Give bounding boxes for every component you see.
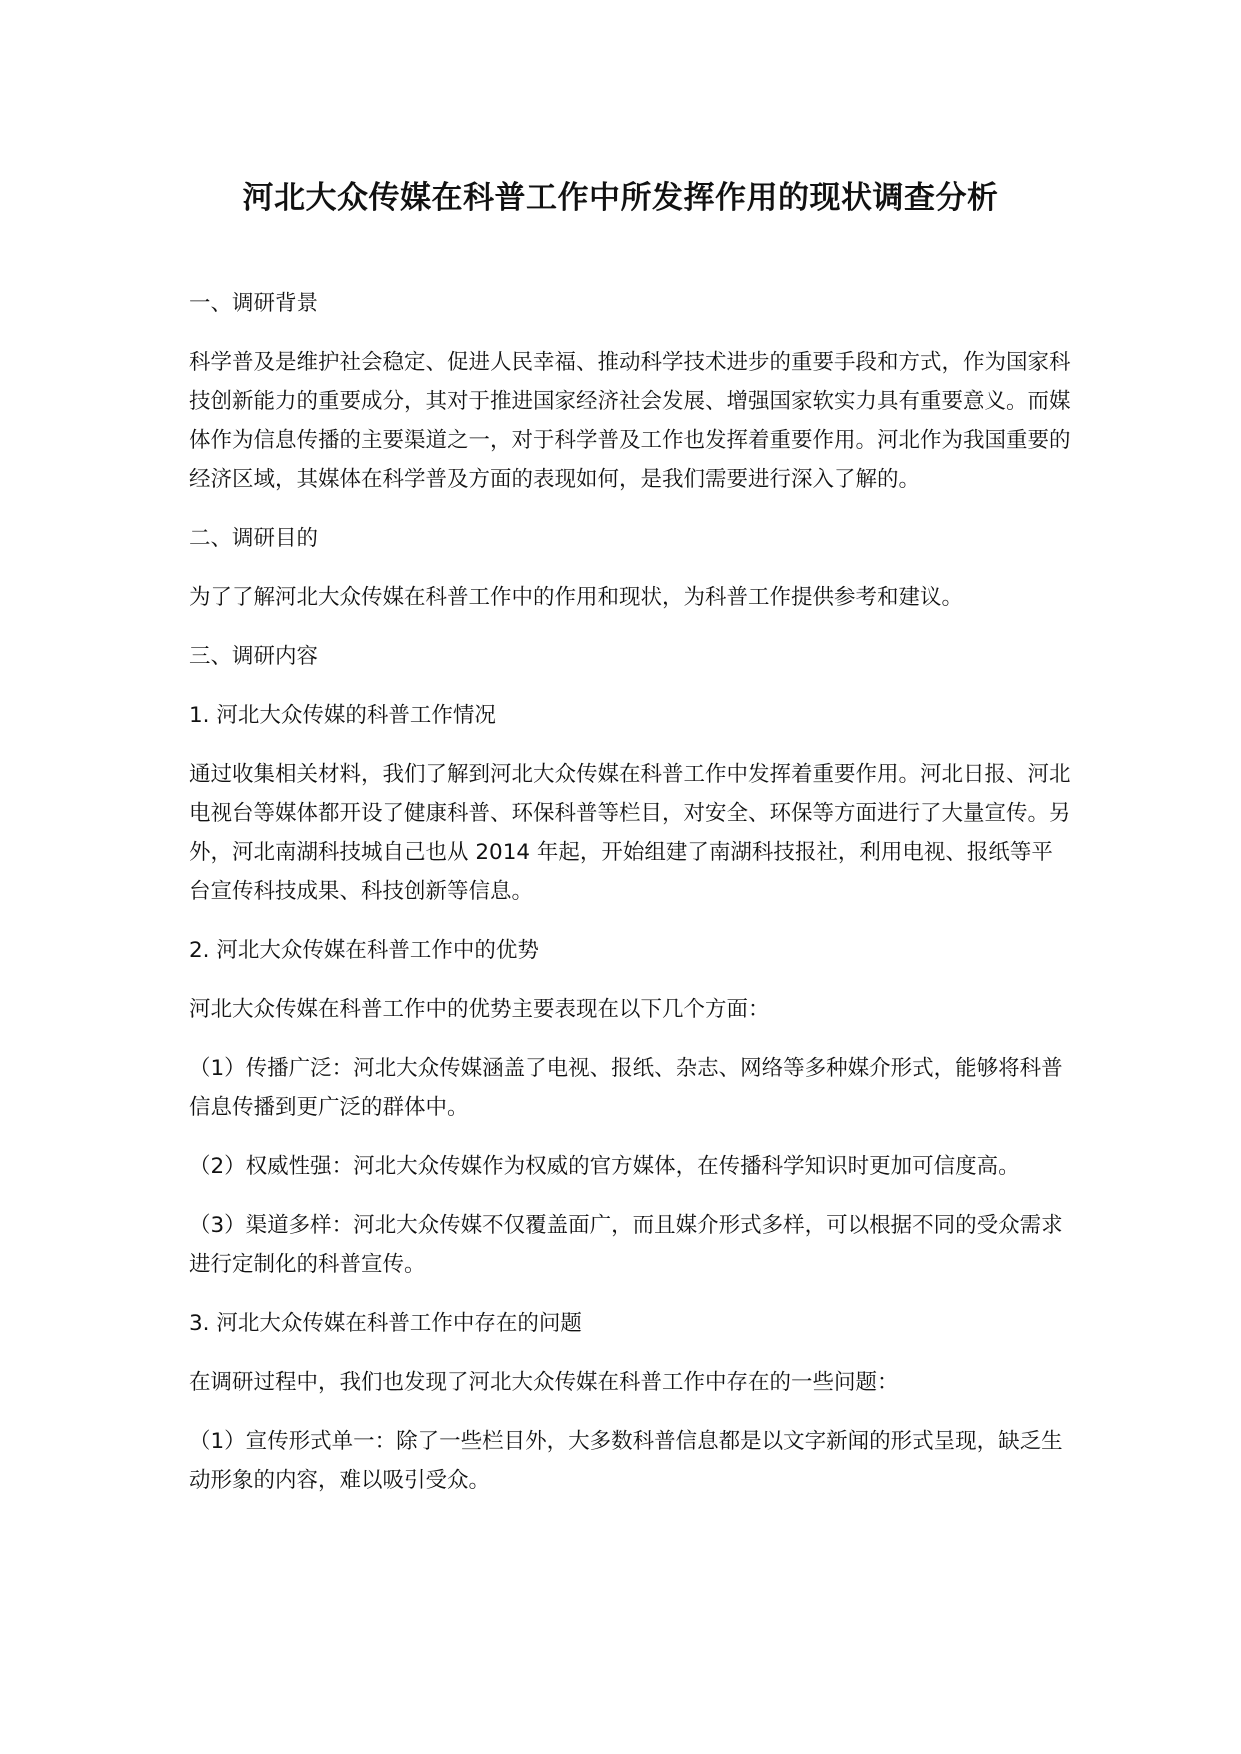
subheading-advantages: 2. 河北大众传媒在科普工作中的优势 xyxy=(189,938,539,963)
list-item-advantage-1: （1）传播广泛：河北大众传媒涵盖了电视、报纸、杂志、网络等多种媒介形式，能够将科普信息传播到更广泛的群体中。 xyxy=(189,1056,1063,1120)
section-heading-purpose: 二、调研目的 xyxy=(189,526,319,551)
section-heading-content: 三、调研内容 xyxy=(189,644,319,669)
paragraph-purpose: 为了了解河北大众传媒在科普工作中的作用和现状，为科普工作提供参考和建议。 xyxy=(189,585,964,610)
subheading-problems: 3. 河北大众传媒在科普工作中存在的问题 xyxy=(189,1311,582,1336)
paragraph-advantages-intro: 河北大众传媒在科普工作中的优势主要表现在以下几个方面： xyxy=(189,997,770,1022)
paragraph-background: 科学普及是维护社会稳定、促进人民幸福、推动科学技术进步的重要手段和方式，作为国家科技创新能力的重要成分，其对于推进国家经济社会发展、增强国家软实力具有重要意义。而媒体作为信息传播的主要渠道之一，对于科学普及工作也发挥着重要作用。河北作为我国重要的经济区域，其媒体在科学普及方面的表现如何，是我们需要进行深入了解的。 xyxy=(189,350,1071,492)
document-body xyxy=(189,284,1074,1500)
section-heading-background: 一、调研背景 xyxy=(189,291,319,316)
paragraph-problems-intro: 在调研过程中，我们也发现了河北大众传媒在科普工作中存在的一些问题： xyxy=(189,1370,899,1395)
list-item-advantage-2: （2）权威性强：河北大众传媒作为权威的官方媒体，在传播科学知识时更加可信度高。 xyxy=(189,1154,1020,1179)
list-item-advantage-3: （3）渠道多样：河北大众传媒不仅覆盖面广，而且媒介形式多样，可以根据不同的受众需求进行定制化的科普宣传。 xyxy=(189,1213,1063,1277)
list-item-problem-1: （1）宣传形式单一：除了一些栏目外，大多数科普信息都是以文字新闻的形式呈现，缺乏生动形象的内容，难以吸引受众。 xyxy=(189,1429,1063,1493)
paragraph-situation: 通过收集相关材料，我们了解到河北大众传媒在科普工作中发挥着重要作用。河北日报、河北电视台等媒体都开设了健康科普、环保科普等栏目，对安全、环保等方面进行了大量宣传。另外，河北南湖科技城自己也从 2014 年起，开始组建了南湖科技报社，利用电视、报纸等平台宣传科技成果、科技创新等信息。 xyxy=(189,762,1071,904)
document-title: 河北大众传媒在科普工作中所发挥作用的现状调查分析 xyxy=(242,180,999,216)
subheading-situation: 1. 河北大众传媒的科普工作情况 xyxy=(189,703,496,728)
